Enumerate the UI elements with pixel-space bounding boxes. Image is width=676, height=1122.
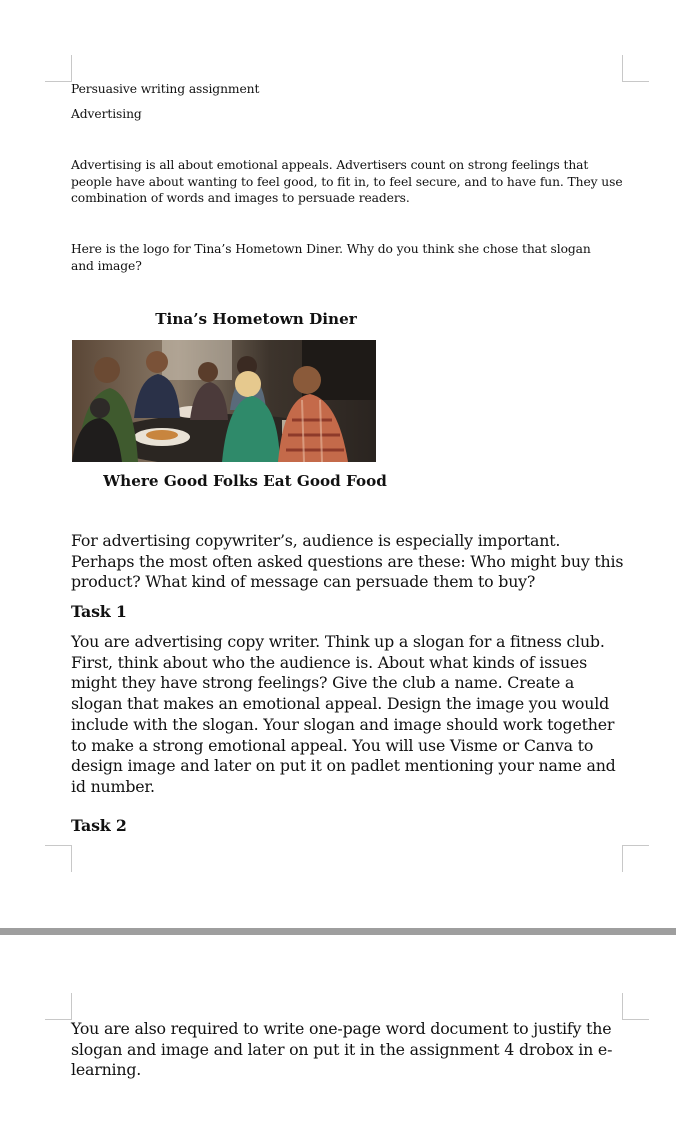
audience-paragraph: For advertising copywriter’s, audience is especially important. Perhaps the most often asked questions are these: Who might buy this product? What kind of message can persuade them to buy? <box>71 531 624 592</box>
header-line-1: Persuasive writing assignment <box>71 82 260 96</box>
logo-slogan: Where Good Folks Eat Good Food <box>103 472 387 490</box>
intro-paragraph: Advertising is all about emotional appeals. Advertisers count on strong feelings that people have about wanting to feel good, to fit in, to feel secure, and to have fun. They use combination of words and images to persuade readers. <box>71 158 623 205</box>
crop-mark-bottom-right <box>622 845 649 872</box>
header-line-2: Advertising <box>71 107 142 121</box>
crop-mark-top-left <box>45 55 72 82</box>
logo-title: Tina’s Hometown Diner <box>155 310 357 328</box>
crop-mark-top-right <box>622 55 649 82</box>
task1-text: You are advertising copy writer. Think up a slogan for a fitness club. First, think about who the audience is. About what kinds of issues might they have strong feelings? Give the club a name. Create a slogan that makes an emotional appeal. Design the image you would include with the slogan. Your slogan and image should work together to make a strong emotional appeal. You will use Visme or Canva to design image and later on put it on padlet mentioning your name and id number. <box>71 632 616 796</box>
crop-mark-top-left-2 <box>45 993 72 1020</box>
diner-photo <box>72 340 376 462</box>
task1-heading: Task 1 <box>71 602 127 621</box>
crop-mark-bottom-left <box>45 845 72 872</box>
crop-mark-top-right-2 <box>622 993 649 1020</box>
page-separator <box>0 928 676 935</box>
document-page-2 <box>0 935 676 1122</box>
task2-text: You are also required to write one-page word document to justify the slogan and image and later on put it in the assignment 4 drobox in e-learning. <box>71 1019 613 1080</box>
logo-question: Here is the logo for Tina’s Hometown Diner. Why do you think she chose that slogan and image? <box>71 242 591 273</box>
task2-heading: Task 2 <box>71 816 127 835</box>
